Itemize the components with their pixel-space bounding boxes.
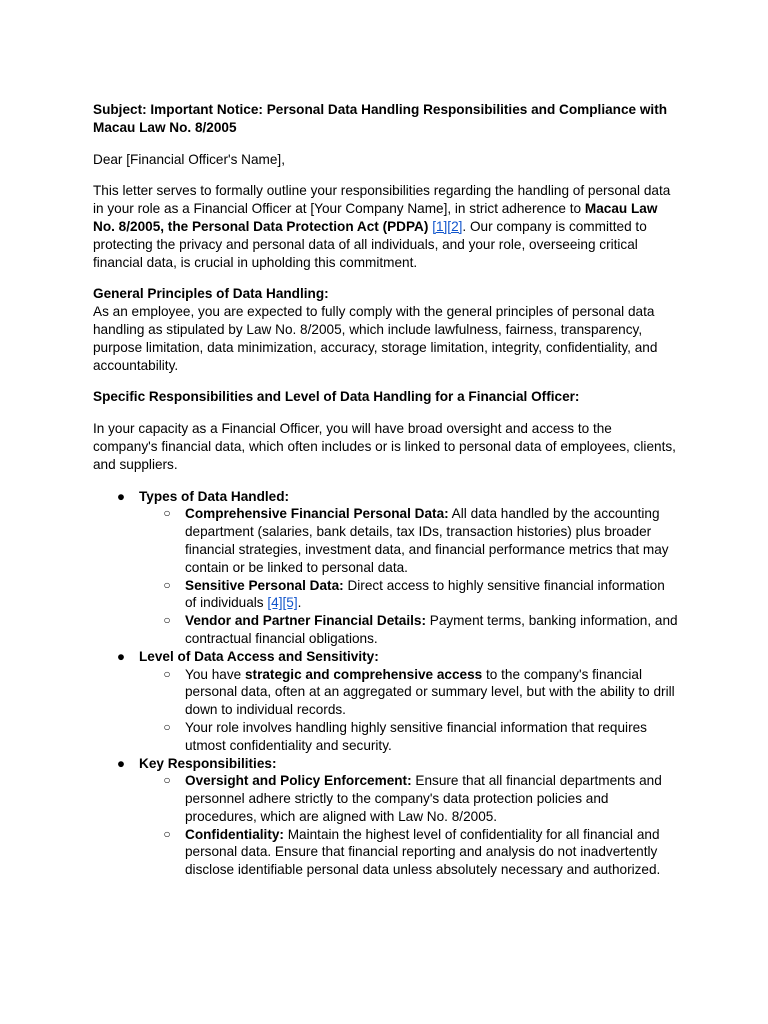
responsibilities-list [93,488,678,880]
citation-link-4-5[interactable]: [4][5] [267,595,298,611]
citation-link-1-2[interactable]: [1][2] [432,218,463,234]
circle-bullet-icon: ○ [163,773,171,788]
list-item-access [93,648,678,755]
item-title: Confidentiality: [185,826,284,842]
item-title: Vendor and Partner Financial Details: [185,613,426,629]
key-sublist [139,772,678,879]
sublist-item [139,719,678,755]
item-emphasis: strategic and comprehensive access [244,666,483,682]
law-name: Macau Law No. 8/2005, the Personal Data Protection Act (PDPA) [93,201,658,234]
sublist-item [139,505,678,576]
item-text-end: . [297,595,302,611]
sublist-item [139,666,678,719]
intro-text-1: This letter serves to formally outline your responsibilities regarding the handling of personal data in your role as a Financial Officer at [Your Company Name], in strict adherence to [93,183,671,217]
general-principles-paragraph [93,285,678,374]
list-item-types [93,488,678,648]
intro-text-2: . Our company is committed to protecting the privacy and personal data of all individuals, and your role, overseeing critical financial data, is crucial in upholding this commitment. [93,218,647,270]
circle-bullet-icon: ○ [163,506,171,521]
sublist-item [139,612,678,648]
item-text: Your role involves handling highly sensitive financial information that requires utmost confidentiality and security. [185,719,647,753]
access-sublist [139,666,678,755]
item-title: Sensitive Personal Data: [185,577,344,593]
general-principles-text: As an employee, you are expected to fully comply with the general principles of personal data handling as stipulated by Law No. 8/2005, which include lawfulness, fairness, transparency, purpose limitation, data minimization, accuracy, storage limitation, integrity, confidentiality, and accountability. [93,304,658,373]
types-label: Types of Data Handled: [139,488,290,504]
intro-paragraph [93,182,678,271]
list-item-key [93,755,678,880]
greeting: Dear [Financial Officer's Name], [93,151,285,167]
bullet-icon: ● [116,488,126,504]
circle-bullet-icon: ○ [163,666,171,681]
item-text: Maintain the highest level of confidentiality for all financial and personal data. Ensure that financial reporting and analysis do not inadvertently disclose identifiable personal data unless absolutely necessary and authorized. [185,826,661,878]
item-text: Ensure that all financial departments and personnel adhere strictly to the company's data protection policies and procedures, which are aligned with Law No. 8/2005. [185,773,662,824]
bullet-icon: ● [116,648,126,664]
item-text: Payment terms, banking information, and contractual financial obligations. [185,613,678,646]
subject-line: Subject: Important Notice: Personal Data Handling Responsibilities and Compliance with Macau Law No. 8/2005 [93,102,668,135]
key-label: Key Responsibilities: [139,755,277,771]
circle-bullet-icon: ○ [163,577,171,592]
circle-bullet-icon: ○ [163,613,171,628]
specific-responsibilities-text: In your capacity as a Financial Officer, you will have broad oversight and access to the company's financial data, which often includes or is linked to personal data of employees, clients, and suppliers. [93,421,676,472]
types-sublist [139,505,678,647]
general-principles-heading: General Principles of Data Handling: [93,286,329,302]
item-text: Direct access to highly sensitive financial information of individuals [185,577,665,611]
circle-bullet-icon: ○ [163,826,171,841]
access-label: Level of Data Access and Sensitivity: [139,648,379,664]
circle-bullet-icon: ○ [163,719,171,734]
item-title: Comprehensive Financial Personal Data: [185,506,449,522]
item-text: All data handled by the accounting department (salaries, bank details, tax IDs, transaction histories) plus broader financial strategies, investment data, and financial performance metrics that may contain or be linked to personal data. [185,506,669,575]
item-title: Oversight and Policy Enforcement: [185,773,412,789]
sublist-item [139,577,678,613]
sublist-item [139,772,678,825]
sublist-item [139,826,678,879]
specific-responsibilities-heading: Specific Responsibilities and Level of Data Handling for a Financial Officer: [93,389,580,405]
bullet-icon: ● [116,755,126,771]
item-text: to the company's financial personal data, often at an aggregated or summary level, but with the ability to drill down to individual records. [185,666,675,718]
letter-body [93,101,678,879]
item-text: You have [185,666,245,682]
